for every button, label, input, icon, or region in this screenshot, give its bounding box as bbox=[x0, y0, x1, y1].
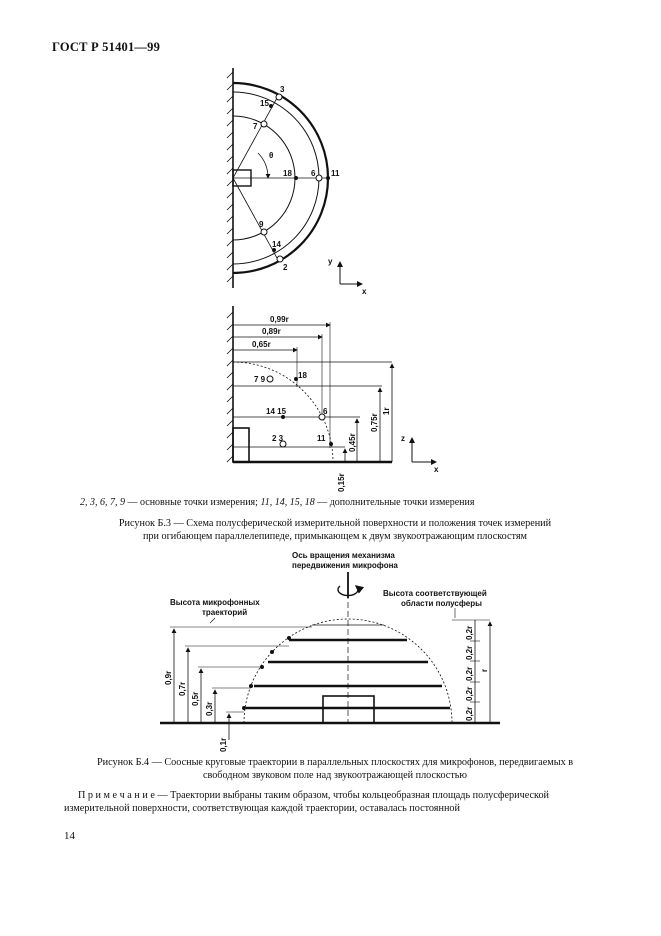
dim-label-r: r bbox=[480, 668, 489, 672]
point-7 bbox=[261, 121, 267, 127]
dim-label-05r: 0,5r bbox=[191, 691, 200, 706]
elevation-hatching bbox=[227, 312, 233, 462]
figure-b3-plan-view bbox=[227, 68, 367, 296]
dim-label-09r: 0,9r bbox=[164, 670, 173, 685]
dim-label-02r-5: 0,2r bbox=[465, 706, 474, 721]
axis-y-label: y bbox=[328, 257, 333, 266]
dim-label-099: 0,99r bbox=[270, 315, 289, 324]
dim-label-02r-4: 0,2r bbox=[465, 686, 474, 701]
label-15: 15 bbox=[260, 99, 269, 108]
label-11-elev: 11 bbox=[317, 434, 326, 443]
dim-label-065: 0,65r bbox=[252, 340, 271, 349]
figure-b4-caption bbox=[62, 756, 608, 782]
traj-point-1 bbox=[242, 706, 246, 710]
dim-label-1r: 1r bbox=[382, 407, 391, 415]
height-label-line2: области полусферы bbox=[401, 599, 482, 608]
figure-b4 bbox=[160, 551, 500, 752]
traj-label-line1: Высота микрофонных bbox=[170, 598, 260, 607]
figure-b3-legend bbox=[80, 497, 474, 508]
dim-label-02r-2: 0,2r bbox=[465, 645, 474, 660]
figure-b3-elevation-view bbox=[227, 306, 439, 492]
dim-label-03r: 0,3r bbox=[205, 701, 214, 716]
traj-label-line2: траекторий bbox=[202, 608, 248, 617]
dim-label-02r-1: 0,2r bbox=[465, 625, 474, 640]
label-7: 7 bbox=[253, 122, 258, 131]
point-11-elev bbox=[329, 442, 333, 446]
note-line1: — Траектории выбраны таким образом, чтобы кольцеобразная площадь полусферической bbox=[154, 790, 549, 801]
axis-z-label: z bbox=[401, 434, 405, 443]
dim-label-089: 0,89r bbox=[262, 327, 281, 336]
traj-point-5 bbox=[287, 636, 291, 640]
traj-label-leader bbox=[210, 618, 215, 623]
point-2 bbox=[277, 256, 283, 262]
label-2: 2 bbox=[283, 263, 288, 272]
axis-x-label-elev: x bbox=[434, 465, 439, 474]
document-header: ГОСТ Р 51401—99 bbox=[52, 40, 161, 54]
legend-extra-text: — дополнительные точки измерения bbox=[314, 497, 475, 508]
traj-point-2 bbox=[249, 684, 253, 688]
dim-label-015: 0,15r bbox=[337, 473, 346, 492]
axis-label-line2: передвижения микрофона bbox=[292, 561, 398, 570]
page-number: 14 bbox=[64, 830, 75, 842]
label-18: 18 bbox=[283, 169, 292, 178]
label-6-elev: 6 bbox=[323, 407, 328, 416]
label-2-3: 2 3 bbox=[272, 434, 284, 443]
dim-label-075: 0,75r bbox=[370, 413, 379, 432]
legend-main-points: 2, 3, 6, 7, 9 bbox=[80, 497, 125, 508]
label-14: 14 bbox=[272, 240, 281, 249]
machine-box bbox=[323, 696, 374, 723]
caption-b3-line1: Рисунок Б.3 — Схема полусферической измерительной поверхности и положения точек измерений bbox=[118, 518, 552, 529]
source-box-elevation bbox=[233, 428, 249, 462]
legend-extra-points: 11, 14, 15, 18 bbox=[260, 497, 315, 508]
label-6: 6 bbox=[311, 169, 316, 178]
point-3 bbox=[276, 94, 282, 100]
point-6 bbox=[316, 175, 322, 181]
note-prefix: П р и м е ч а н и е bbox=[78, 790, 155, 801]
caption-b4-line2: свободном звуковом поле над звукоотражающей плоскостью bbox=[202, 770, 468, 781]
dim-label-01r: 0,1r bbox=[219, 737, 228, 752]
dim-label-02r-3: 0,2r bbox=[465, 666, 474, 681]
wall-hatching bbox=[227, 72, 233, 282]
axis-label-line1: Ось вращения механизма bbox=[292, 551, 395, 560]
label-14-15: 14 15 bbox=[266, 407, 287, 416]
figure-b3-caption bbox=[70, 517, 600, 543]
point-9 bbox=[261, 229, 267, 235]
label-theta: θ bbox=[269, 151, 274, 160]
radial-line-lower bbox=[233, 178, 277, 258]
radial-line-upper bbox=[233, 98, 277, 178]
caption-b3-line2: при огибающем параллелепипеде, примыкающем к двум звукоотражающим плоскостям bbox=[142, 531, 527, 542]
point-18 bbox=[294, 176, 298, 180]
dim-label-045: 0,45r bbox=[348, 433, 357, 452]
note-paragraph bbox=[64, 789, 604, 815]
label-11: 11 bbox=[331, 169, 340, 178]
height-label-line1: Высота соответствующей bbox=[383, 589, 487, 598]
traj-point-4 bbox=[270, 650, 274, 654]
caption-b4-line1: Рисунок Б.4 — Соосные круговые траектории в параллельных плоскостях для микрофонов, передвигаемых в bbox=[96, 757, 574, 768]
label-7-9: 7 9 bbox=[254, 375, 266, 384]
label-18-elev: 18 bbox=[298, 371, 307, 380]
theta-arrow bbox=[258, 153, 268, 178]
point-7-9 bbox=[267, 376, 273, 382]
axis-x-label: x bbox=[362, 287, 367, 296]
point-15 bbox=[269, 104, 273, 108]
label-9: 9 bbox=[259, 220, 264, 229]
dim-label-07r: 0,7r bbox=[178, 681, 187, 696]
label-3: 3 bbox=[280, 85, 285, 94]
legend-main-text: — основные точки измерения; bbox=[125, 497, 261, 508]
note-line2: измерительной поверхности, соответствующая каждой траектории, оставалась постоянной bbox=[64, 803, 460, 814]
point-11 bbox=[326, 176, 330, 180]
